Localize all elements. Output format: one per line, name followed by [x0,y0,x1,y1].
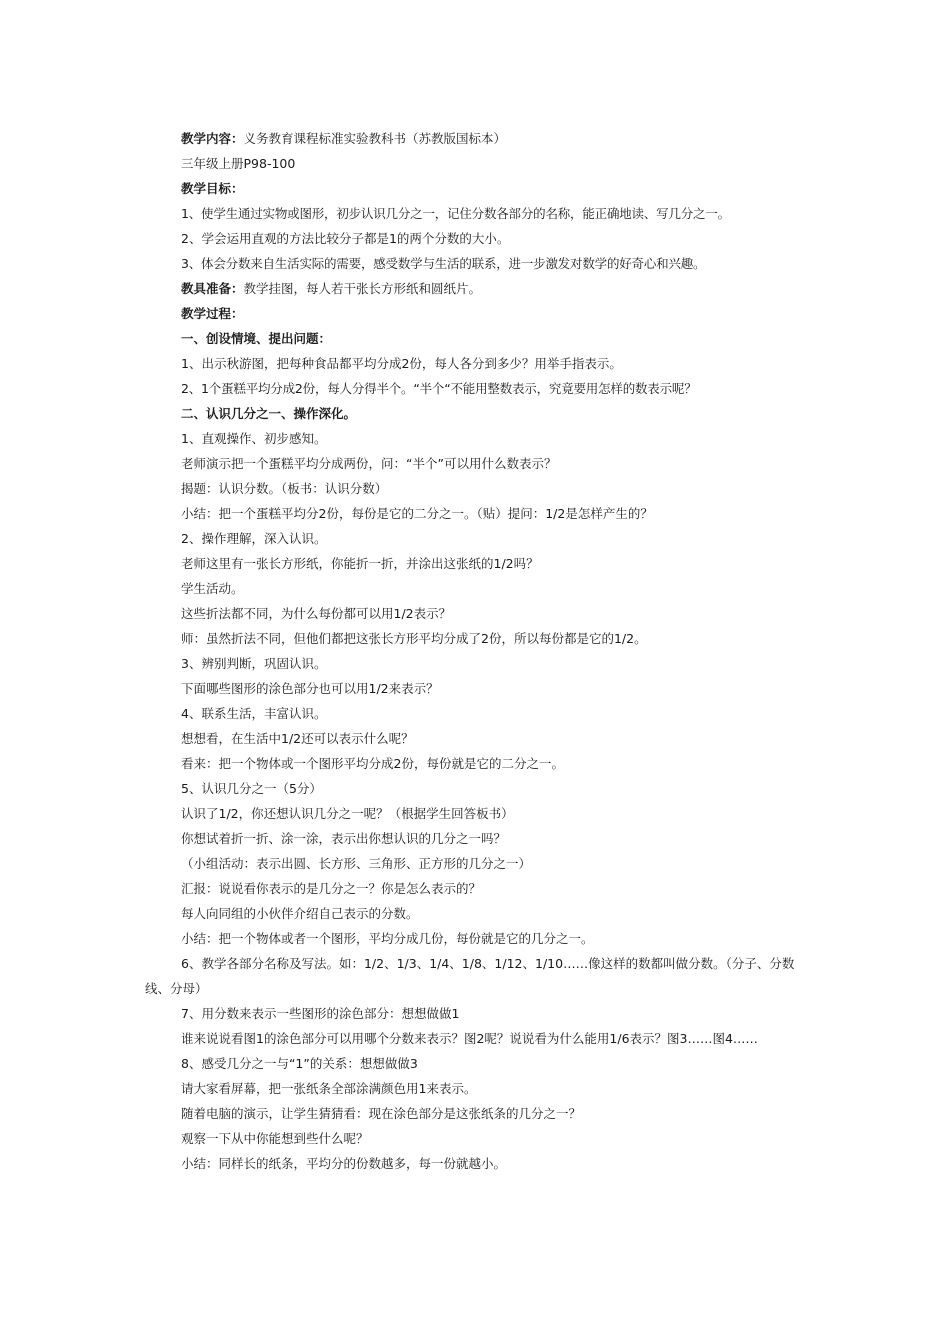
label-teaching-content: 教学内容： [181,131,244,146]
paragraph: 小结：把一个物体或者一个图形，平均分成几份，每份就是它的几分之一。 [181,931,594,946]
paragraph: 每人向同组的小伙伴介绍自己表示的分数。 [181,906,419,921]
paragraph: 观察一下从中你能想到些什么呢？ [181,1131,369,1146]
heading-teaching-goals: 教学目标： [181,181,244,196]
goal-3: 3、体会分数来自生活实际的需要，感受数学与生活的联系，进一步激发对数学的好奇心和兴趣。 [181,256,706,271]
paragraph: 这些折法都不同，为什么每份都可以用1/2表示？ [181,606,452,621]
paragraph: 请大家看屏幕，把一张纸条全部涂满颜色用1来表示。 [181,1081,477,1096]
lesson-plan-document [145,126,813,1176]
paragraph: 学生活动。 [181,581,244,596]
line-teaching-content [145,126,813,151]
line-teaching-aids [145,276,813,301]
paragraph: 随着电脑的演示，让学生猜猜看：现在涂色部分是这张纸条的几分之一？ [181,1106,582,1121]
paragraph: 2、1个蛋糕平均分成2份，每人分得半个。“半个“不能用整数表示，究竟要用怎样的数表示呢？ [181,381,697,396]
paragraph: 你想试着折一折、涂一涂，表示出你想认识的几分之一吗？ [181,831,507,846]
paragraph: 下面哪些图形的涂色部分也可以用1/2来表示？ [181,681,439,696]
text-teaching-content: 义务教育课程标准实验教科书（苏教版国标本） [243,131,507,146]
paragraph: 1、直观操作、初步感知。 [181,431,327,446]
line-grade-pages: 三年级上册P98-100 [181,156,296,171]
paragraph: 小结：把一个蛋糕平均分2份，每份是它的二分之一。（贴）提问：1/2是怎样产生的？ [181,506,653,521]
paragraph: 老师演示把一个蛋糕平均分成两份，问：“半个”可以用什么数表示？ [181,456,557,471]
section-2-heading: 二、认识几分之一、操作深化。 [181,406,357,421]
paragraph: 8、感受几分之一与“1”的关系：想想做做3 [181,1056,418,1071]
paragraph: 老师这里有一张长方形纸，你能折一折，并涂出这张纸的1/2吗？ [181,556,539,571]
goal-2: 2、学会运用直观的方法比较分子都是1的两个分数的大小。 [181,231,510,246]
goal-1: 1、使学生通过实物或图形，初步认识几分之一，记住分数各部分的名称，能正确地读、写几分之一。 [181,206,730,221]
paragraph: 想想看，在生活中1/2还可以表示什么呢？ [181,731,414,746]
paragraph: 3、辨别判断，巩固认识。 [181,656,327,671]
paragraph: 小结：同样长的纸条，平均分的份数越多，每一份就越小。 [181,1156,507,1171]
paragraph: 认识了1/2，你还想认识几分之一呢？（根据学生回答板书） [181,806,514,821]
label-teaching-aids: 教具准备： [181,281,244,296]
paragraph: 2、操作理解，深入认识。 [181,531,327,546]
paragraph: 1、出示秋游图，把每种食品都平均分成2份，每人各分到多少？用举手指表示。 [181,356,622,371]
paragraph: 看来：把一个物体或一个图形平均分成2份，每份就是它的二分之一。 [181,756,564,771]
paragraph: 汇报：说说看你表示的是几分之一？你是怎么表示的？ [181,881,482,896]
text-teaching-aids: 教学挂图，每人若干张长方形纸和圆纸片。 [243,281,482,296]
paragraph: 7、用分数来表示一些图形的涂色部分：想想做做1 [181,1006,460,1021]
paragraph: （小组活动：表示出圆、长方形、三角形、正方形的几分之一） [181,856,532,871]
section-1-heading: 一、创设情境、提出问题： [181,331,332,346]
paragraph-wrapped: 6、教学各部分名称及写法。如：1/2、1/3、1/4、1/8、1/12、1/10……像这样的数都叫做分数。（分子、分数线、分母） [145,956,795,996]
paragraph: 师：虽然折法不同，但他们都把这张长方形平均分成了2份，所以每份都是它的1/2。 [181,631,647,646]
paragraph: 揭题：认识分数。（板书：认识分数） [181,481,388,496]
paragraph: 4、联系生活，丰富认识。 [181,706,327,721]
paragraph: 5、认识几分之一（5分） [181,781,322,796]
paragraph-wrapped: 谁来说说看图1的涂色部分可以用哪个分数来表示？图2呢？说说看为什么能用1/6表示？图3……图4…… [181,1031,758,1046]
heading-teaching-process: 教学过程： [181,306,244,321]
